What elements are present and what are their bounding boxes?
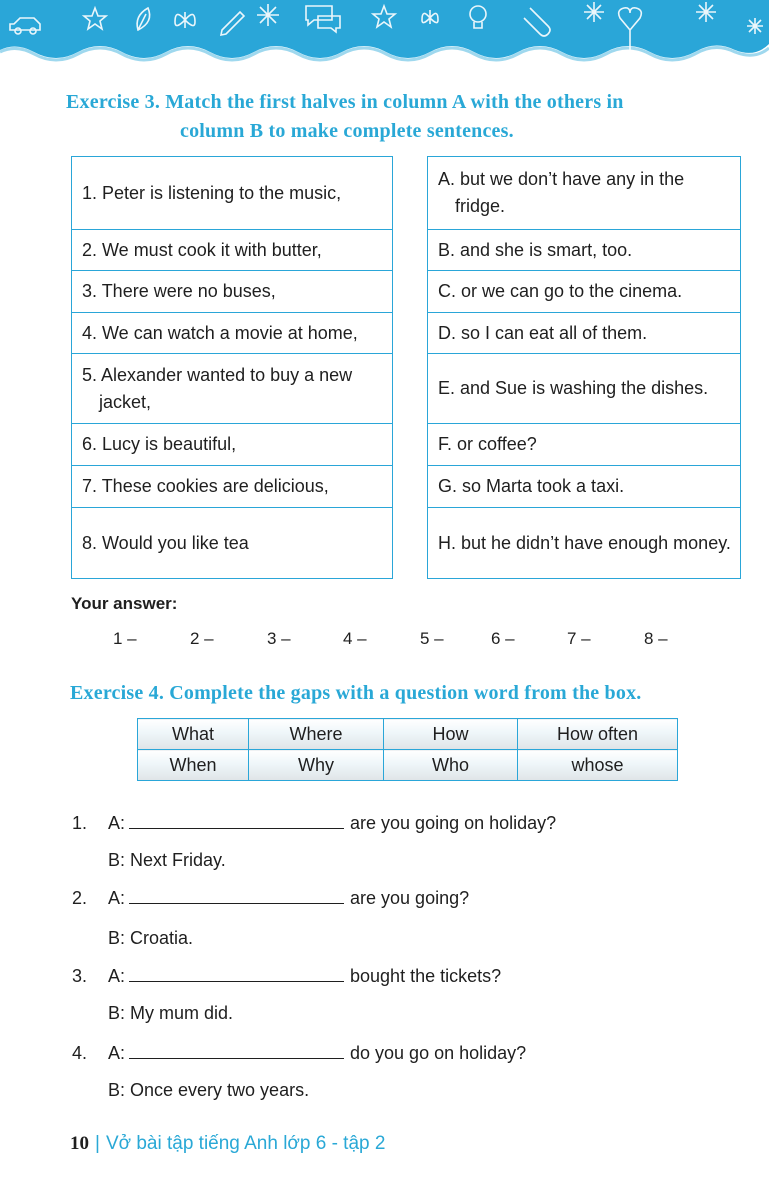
exercise3-title-line1: Exercise 3. Match the first halves in column A with the others in xyxy=(66,91,624,113)
column-b-item: B. and she is smart, too. xyxy=(428,230,741,271)
decorative-banner xyxy=(0,0,769,80)
speaker-a-label: A: xyxy=(108,1043,126,1063)
column-b-table xyxy=(427,156,741,579)
footer-separator: | xyxy=(95,1133,100,1154)
page-footer xyxy=(70,1133,385,1155)
answer-slot[interactable]: 4 – xyxy=(343,629,367,648)
question-word-box xyxy=(137,718,678,781)
column-b-item: D. so I can eat all of them. xyxy=(428,313,741,354)
column-b-item: C. or we can go to the cinema. xyxy=(428,271,741,313)
question-text: bought the tickets? xyxy=(350,966,502,986)
speaker-a-label: A: xyxy=(108,888,126,908)
response-3: B: My mum did. xyxy=(108,1003,234,1023)
word-box-cell: Who xyxy=(384,750,518,781)
word-box-cell: When xyxy=(138,750,249,781)
question-2 xyxy=(72,887,469,909)
snowflake-icon xyxy=(747,18,763,34)
column-a-item: 4. We can watch a movie at home, xyxy=(72,313,393,354)
answer-blank[interactable] xyxy=(129,812,344,829)
question-number: 4. xyxy=(72,1043,88,1063)
column-a-item: 3. There were no buses, xyxy=(72,271,393,313)
column-b-item: F. or coffee? xyxy=(428,424,741,466)
answer-blank[interactable] xyxy=(129,887,344,904)
exercise4-title: Exercise 4. Complete the gaps with a question word from the box. xyxy=(70,682,642,704)
column-a-table xyxy=(71,156,393,579)
exercise3-title-line2: column B to make complete sentences. xyxy=(180,120,514,142)
column-b-item: E. and Sue is washing the dishes. xyxy=(428,354,741,424)
response-4: B: Once every two years. xyxy=(108,1080,310,1100)
column-a-item: 6. Lucy is beautiful, xyxy=(72,424,393,466)
answer-label: Your answer: xyxy=(71,594,178,613)
answer-slot[interactable]: 6 – xyxy=(491,629,515,648)
column-a-item: 2. We must cook it with butter, xyxy=(72,230,393,271)
book-volume: lớp 6 - tập 2 xyxy=(283,1133,386,1154)
answer-slot[interactable]: 1 – xyxy=(113,629,137,648)
page-number: 10 xyxy=(70,1133,89,1154)
speaker-a-label: A: xyxy=(108,966,126,986)
answer-slot[interactable]: 5 – xyxy=(420,629,444,648)
column-a-item: 8. Would you like tea xyxy=(72,508,393,579)
snowflake-icon xyxy=(696,2,716,22)
answer-blank[interactable] xyxy=(129,1042,344,1059)
book-title: Vở bài tập tiếng Anh xyxy=(105,1133,278,1154)
word-box-cell: How often xyxy=(518,719,678,750)
speaker-a-label: A: xyxy=(108,813,126,833)
word-box-cell: What xyxy=(138,719,249,750)
question-text: are you going on holiday? xyxy=(350,813,557,833)
word-box-cell: Where xyxy=(249,719,384,750)
answer-slot[interactable]: 3 – xyxy=(267,629,291,648)
column-a-item: 5. Alexander wanted to buy a new jacket, xyxy=(72,354,393,424)
question-1 xyxy=(72,812,556,834)
column-b-item: A. but we don’t have any in the fridge. xyxy=(428,157,741,230)
snowflake-icon xyxy=(584,2,604,22)
snowflake-icon xyxy=(257,4,279,26)
question-text: are you going? xyxy=(350,888,470,908)
column-a-item: 1. Peter is listening to the music, xyxy=(72,157,393,230)
question-number: 3. xyxy=(72,966,88,986)
answer-slot[interactable]: 8 – xyxy=(644,629,668,648)
word-box-cell: How xyxy=(384,719,518,750)
answer-slot[interactable]: 7 – xyxy=(567,629,591,648)
answer-blank[interactable] xyxy=(129,965,344,982)
column-a-item: 7. These cookies are delicious, xyxy=(72,466,393,508)
question-number: 2. xyxy=(72,888,88,908)
question-3 xyxy=(72,965,501,987)
column-b-item: G. so Marta took a taxi. xyxy=(428,466,741,508)
question-4 xyxy=(72,1042,526,1064)
question-number: 1. xyxy=(72,813,88,833)
column-b-item: H. but he didn’t have enough money. xyxy=(428,508,741,579)
question-text: do you go on holiday? xyxy=(350,1043,527,1063)
word-box-cell: whose xyxy=(518,750,678,781)
response-2: B: Croatia. xyxy=(108,928,194,948)
answer-slots xyxy=(0,629,769,653)
answer-slot[interactable]: 2 – xyxy=(190,629,214,648)
response-1: B: Next Friday. xyxy=(108,850,226,870)
word-box-cell: Why xyxy=(249,750,384,781)
